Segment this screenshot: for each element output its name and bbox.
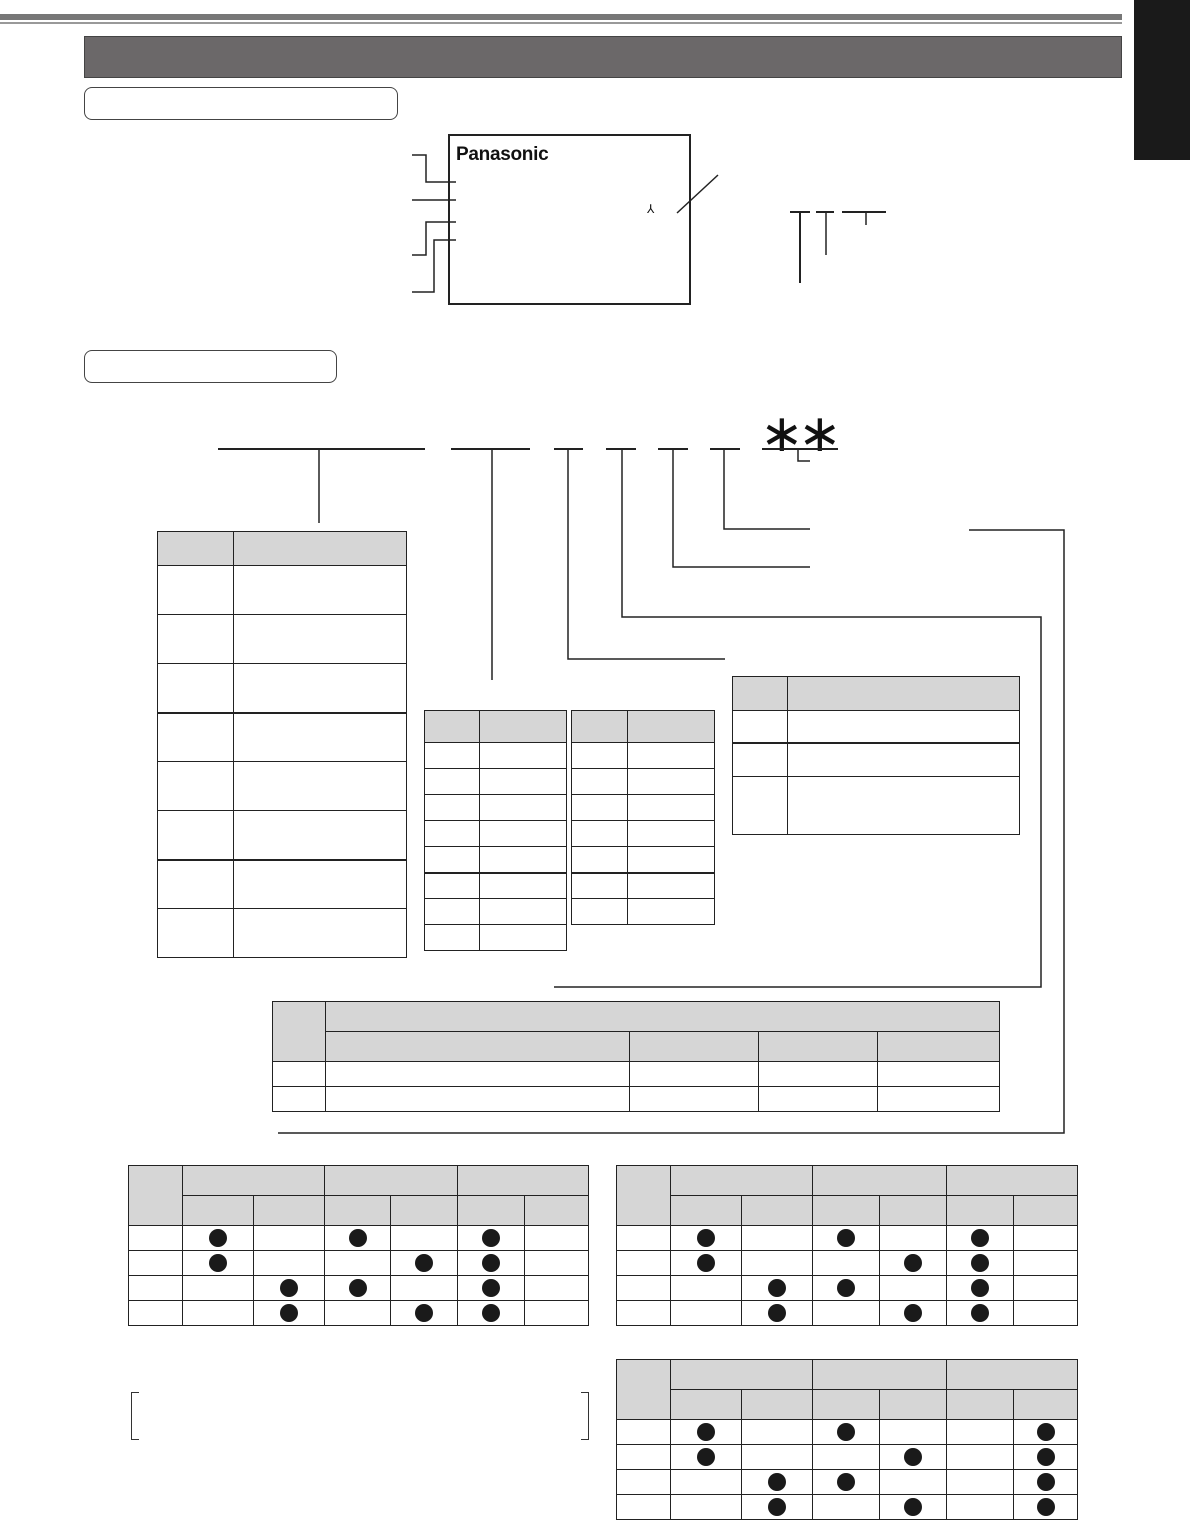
table-row	[425, 743, 567, 769]
table-model-type	[157, 531, 407, 958]
nameplate-mark: ⅄	[647, 202, 655, 216]
filled-dot-icon	[768, 1279, 786, 1297]
filled-dot-icon	[768, 1498, 786, 1516]
filled-dot-icon	[1037, 1473, 1055, 1491]
filled-dot-icon	[904, 1498, 922, 1516]
filled-dot-icon	[837, 1229, 855, 1247]
table-row	[158, 664, 407, 713]
filled-dot-icon	[768, 1473, 786, 1491]
filled-dot-icon	[1037, 1423, 1055, 1441]
filled-dot-icon	[837, 1473, 855, 1491]
table-row	[572, 795, 715, 821]
filled-dot-icon	[904, 1254, 922, 1272]
table-row	[425, 795, 567, 821]
filled-dot-icon	[837, 1423, 855, 1441]
table-row	[129, 1226, 589, 1251]
table-row	[617, 1445, 1078, 1470]
filled-dot-icon	[482, 1279, 500, 1297]
table-row	[617, 1470, 1078, 1495]
filled-dot-icon	[280, 1304, 298, 1322]
filled-dot-icon	[971, 1304, 989, 1322]
table-row	[158, 566, 407, 615]
note-bracket-right	[581, 1392, 589, 1440]
table-options-c	[616, 1359, 1078, 1520]
table-row	[617, 1420, 1078, 1445]
table-row	[129, 1301, 589, 1326]
filled-dot-icon	[482, 1254, 500, 1272]
table-row	[572, 821, 715, 847]
filled-dot-icon	[415, 1254, 433, 1272]
table-encoder	[272, 1001, 1000, 1112]
filled-dot-icon	[209, 1254, 227, 1272]
table-row	[158, 860, 407, 909]
suffix-asterisk-1: ∗	[760, 404, 804, 464]
filled-dot-icon	[768, 1304, 786, 1322]
filled-dot-icon	[971, 1229, 989, 1247]
table-row	[158, 615, 407, 664]
filled-dot-icon	[837, 1279, 855, 1297]
table-capacity-a	[424, 710, 567, 951]
table-voltage	[732, 676, 1020, 835]
table-row	[733, 777, 1020, 835]
filled-dot-icon	[697, 1448, 715, 1466]
table-row	[572, 769, 715, 795]
table-row	[572, 847, 715, 873]
brand-logo: Panasonic	[456, 144, 549, 165]
table-row	[273, 1062, 1000, 1087]
table-row	[425, 847, 567, 873]
table-row	[572, 873, 715, 899]
filled-dot-icon	[971, 1279, 989, 1297]
filled-dot-icon	[1037, 1498, 1055, 1516]
table-row	[158, 713, 407, 762]
table-capacity-b	[571, 710, 715, 925]
table-row	[572, 743, 715, 769]
filled-dot-icon	[697, 1254, 715, 1272]
col-header-type	[234, 532, 407, 566]
table-options-a	[128, 1165, 589, 1326]
filled-dot-icon	[482, 1229, 500, 1247]
table-row	[425, 925, 567, 951]
filled-dot-icon	[349, 1229, 367, 1247]
table-row	[425, 899, 567, 925]
filled-dot-icon	[349, 1279, 367, 1297]
note-bracket-left	[131, 1392, 139, 1440]
table-row	[129, 1276, 589, 1301]
table-row	[158, 811, 407, 860]
filled-dot-icon	[482, 1304, 500, 1322]
filled-dot-icon	[280, 1279, 298, 1297]
col-header-symbol	[158, 532, 234, 566]
table-row	[273, 1087, 1000, 1112]
table-row	[617, 1251, 1078, 1276]
filled-dot-icon	[697, 1229, 715, 1247]
table-row	[733, 711, 1020, 743]
table-row	[617, 1226, 1078, 1251]
table-row	[425, 821, 567, 847]
table-options-b	[616, 1165, 1078, 1326]
table-row	[617, 1276, 1078, 1301]
table-row	[425, 769, 567, 795]
filled-dot-icon	[1037, 1448, 1055, 1466]
table-row	[425, 873, 567, 899]
table-row	[158, 762, 407, 811]
table-row	[158, 909, 407, 958]
filled-dot-icon	[697, 1423, 715, 1441]
table-row	[733, 743, 1020, 777]
filled-dot-icon	[904, 1304, 922, 1322]
filled-dot-icon	[904, 1448, 922, 1466]
suffix-asterisk-2: ∗	[798, 404, 842, 464]
table-row	[129, 1251, 589, 1276]
table-row	[617, 1495, 1078, 1520]
filled-dot-icon	[415, 1304, 433, 1322]
table-row	[617, 1301, 1078, 1326]
filled-dot-icon	[209, 1229, 227, 1247]
filled-dot-icon	[971, 1254, 989, 1272]
table-row	[572, 899, 715, 925]
